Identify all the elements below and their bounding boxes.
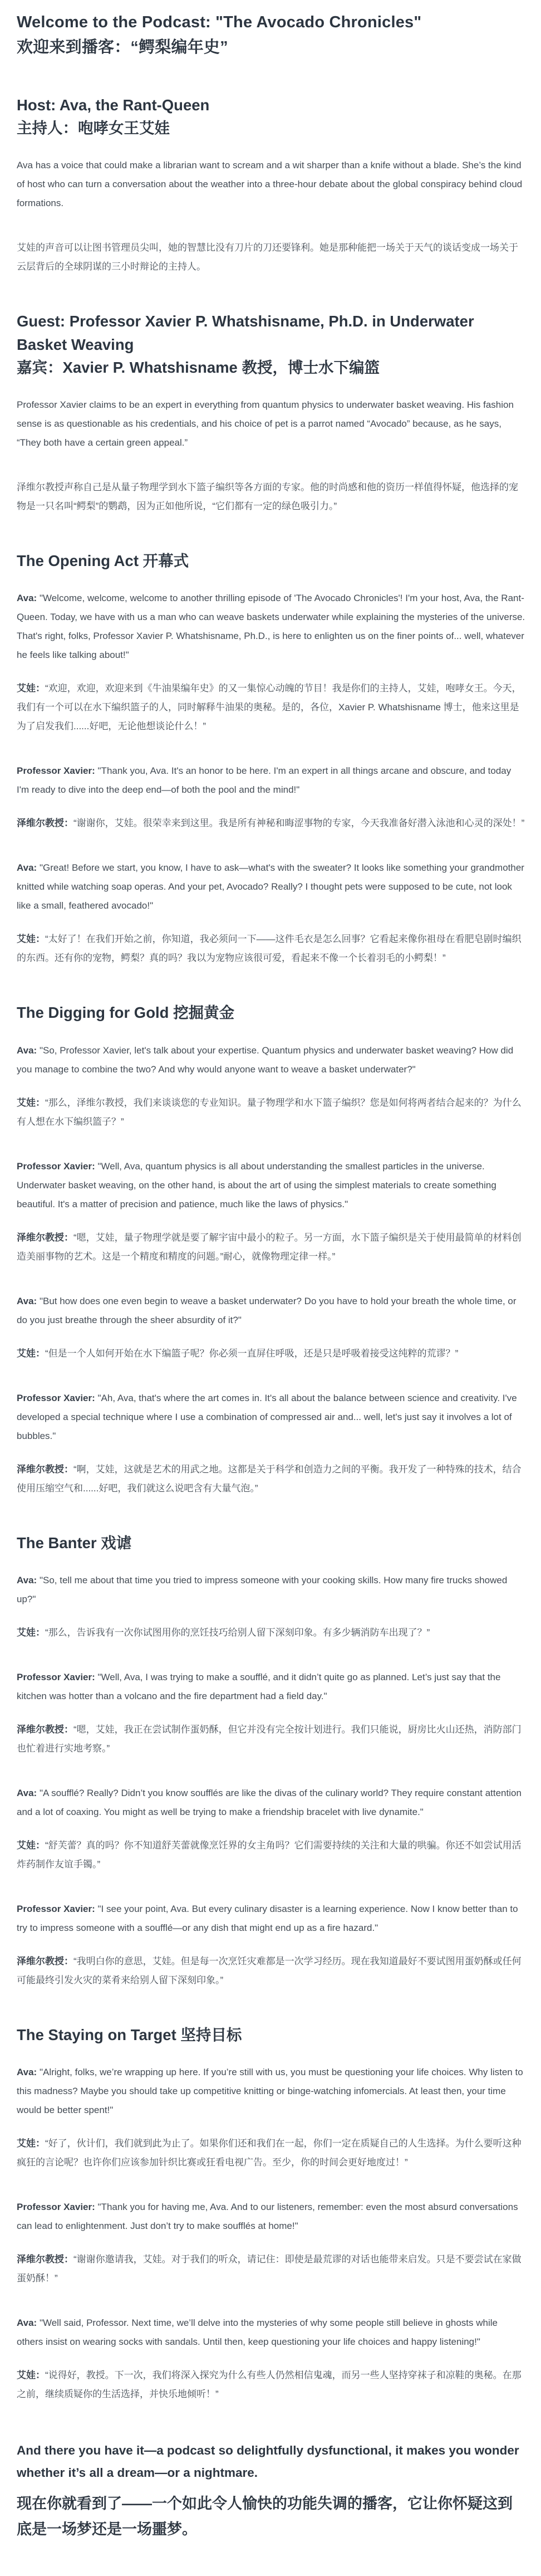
dialogue-paragraph <box>17 2134 525 2172</box>
dialogue-paragraph <box>17 1292 525 1330</box>
dialogue-turn <box>17 396 525 452</box>
section-staying-on-target <box>17 2023 525 2404</box>
section-banter <box>17 1531 525 1990</box>
dialogue-turn <box>17 1900 525 1990</box>
section-heading-host-line2: 主持人：咆哮女王艾娃 <box>17 119 170 137</box>
dialogue-text: Professor Xavier claims to be an expert in everything from quantum physics to underwater basket weaving. His fashion sense is as questionable as his credentials, and his choice of pet is a parrot named “Avocado” because, as he says, “They both have a certain green appeal.” <box>17 399 514 448</box>
outro-text-zh: 现在你就看到了——一个如此令人愉快的功能失调的播客，它让你怀疑这到底是一场梦还是一场噩梦。 <box>17 2495 513 2538</box>
dialogue-paragraph <box>17 2063 525 2120</box>
dialogue-paragraph <box>17 589 525 665</box>
speaker-label: 泽维尔教授： <box>17 818 73 829</box>
dialogue-text: Ava has a voice that could make a librarian want to scream and a wit sharper than a knife without a blade. She’s the kind of host who can turn a conversation about the weather into a three-hour debate about the global conspiracy behind cloud formations. <box>17 160 523 209</box>
dialogue-text: "Well said, Professor. Next time, we’ll delve into the mysteries of why some people still believe in ghosts while others insist on wearing socks with sandals. Until then, keep questioning your life choices and happy listening!" <box>17 2318 498 2348</box>
dialogue-text: “好了，伙计们，我们就到此为止了。如果你们还和我们在一起，你们一定在质疑自己的人生选择。为什么要听这种疯狂的言论呢？也许你们应该参加针织比赛或狂看电视广告。至少，你的时间会更好地度过！” <box>17 2138 522 2168</box>
dialogue-paragraph <box>17 1668 525 1706</box>
dialogue-paragraph <box>17 2314 525 2351</box>
dialogue-text: “但是一个人如何开始在水下编篮子呢？你必须一直屏住呼吸，还是只是呼吸着接受这纯粹的荒谬？” <box>45 1348 459 1359</box>
speaker-label: Professor Xavier: <box>17 2202 95 2213</box>
dialogue-turn <box>17 478 525 516</box>
speaker-label: Ava: <box>17 1787 37 1798</box>
speaker-label: 艾娃： <box>17 683 45 694</box>
dialogue-turn <box>17 1389 525 1498</box>
dialogue-paragraph <box>17 1228 525 1266</box>
dialogue-text: "A soufflé? Really? Didn’t you know soufflés are like the divas of the culinary world? They require constant attention and a lot of coaxing. You might as well be trying to make a friendship bracelet with live dynamite." <box>17 1787 522 1817</box>
speaker-label: 泽维尔教授： <box>17 1955 73 1967</box>
dialogue-paragraph <box>17 1784 525 1822</box>
dialogue-text: “那么，告诉我有一次你试图用你的烹饪技巧给别人留下深刻印象。有多少辆消防车出现了？” <box>45 1627 430 1638</box>
speaker-label: 艾娃： <box>17 1627 45 1638</box>
speaker-label: 泽维尔教授： <box>17 2254 73 2265</box>
dialogue-turn <box>17 238 525 276</box>
page-header <box>17 10 525 60</box>
section-guest <box>17 310 525 516</box>
dialogue-text: “舒芙蕾？真的吗？你不知道舒芙蕾就像烹饪界的女主角吗？它们需要持续的关注和大量的哄骗。你还不如尝试用活炸药制作友谊手镯。” <box>17 1840 522 1870</box>
outro-text-en: And there you have it—a podcast so delightfully dysfunctional, it makes you wonder whether it’s all a dream—or a nightmare. <box>17 2443 519 2480</box>
dialogue-paragraph <box>17 2198 525 2236</box>
dialogue-turn <box>17 1571 525 1642</box>
dialogue-text: "But how does one even begin to weave a basket underwater? Do you have to hold your breath the whole time, or do you just breathe through the sheer absurdity of it?" <box>17 1295 517 1325</box>
speaker-label: Ava: <box>17 862 37 874</box>
speaker-label: Ava: <box>17 1045 37 1056</box>
speaker-label: Ava: <box>17 2067 37 2078</box>
dialogue-text: “欢迎，欢迎，欢迎来到《牛油果编年史》的又一集惊心动魄的节目！我是你们的主持人，艾娃，咆哮女王。今天，我们有一个可以在水下编织篮子的人，同时解释牛油果的奥秘。是的，各位，Xavier P. Whatshisname 博士，他来这里是为了启发我们......好吧，无论他想谈论什么！” <box>17 683 522 732</box>
dialogue-turn <box>17 1784 525 1874</box>
speaker-label: 泽维尔教授： <box>17 1724 73 1735</box>
section-heading-staying-on-target: The Staying on Target 坚持目标 <box>17 2026 242 2043</box>
description-paragraph <box>17 478 525 516</box>
dialogue-turn <box>17 2198 525 2288</box>
section-host <box>17 94 525 277</box>
section-digging-for-gold <box>17 1001 525 1497</box>
dialogue-turn <box>17 1041 525 1131</box>
dialogue-paragraph <box>17 1344 525 1363</box>
speaker-label: 艾娃： <box>17 1097 45 1108</box>
page-title-zh: 欢迎来到播客：“鳄梨编年史” <box>17 38 228 56</box>
dialogue-text: “啊，艾娃，这就是艺术的用武之地。这都是关于科学和创造力之间的平衡。我开发了一种特殊的技术，结合使用压缩空气和......好吧，我们就这么说吧含有大量气泡。” <box>17 1463 522 1494</box>
dialogue-turn <box>17 2314 525 2404</box>
dialogue-text: 艾娃的声音可以让图书管理员尖叫，她的智慧比没有刀片的刀还要锋利。她是那种能把一场关于天气的谈话变成一场关于云层背后的全球阴谋的三小时辩论的主持人。 <box>17 242 518 272</box>
speaker-label: 艾娃： <box>17 1840 45 1851</box>
transcript-sections <box>17 94 525 2404</box>
section-heading-guest-line1: Guest: Professor Xavier P. Whatshisname, Ph.D. in Underwater Basket Weaving <box>17 313 474 353</box>
section-heading-digging-for-gold: The Digging for Gold 挖掘黄金 <box>17 1004 235 1022</box>
dialogue-paragraph <box>17 1623 525 1642</box>
description-paragraph <box>17 238 525 276</box>
speaker-label: Professor Xavier: <box>17 765 95 777</box>
dialogue-paragraph <box>17 814 525 833</box>
dialogue-turn <box>17 156 525 213</box>
speaker-label: 艾娃： <box>17 2138 45 2149</box>
dialogue-text: “那么，泽维尔教授，我们来谈谈您的专业知识。量子物理学和水下篮子编织？您是如何将两者结合起来的？为什么有人想在水下编织篮子？” <box>17 1097 522 1127</box>
dialogue-text: “嗯，艾娃，我正在尝试制作蛋奶酥，但它并没有完全按计划进行。我们只能说，厨房比火山还热，消防部门也忙着进行实地考察。” <box>17 1724 522 1754</box>
dialogue-text: “谢谢你邀请我，艾娃。对于我们的听众，请记住：即使是最荒谬的对话也能带来启发。只是不要尝试在家做蛋奶酥！” <box>17 2254 522 2284</box>
dialogue-turn <box>17 1668 525 1758</box>
dialogue-turn <box>17 1157 525 1266</box>
dialogue-text: "Welcome, welcome, welcome to another thrilling episode of 'The Avocado Chronicles'! I'm your host, Ava, the Rant-Queen. Today, we have with us a man who can weave baskets underwater while explaining the mysteries of the universe. That's right, folks, Professor Xavier P. Whatshisname, Ph.D., is here to enlighten us on the finer points of... well, whatever he feels like talking about!" <box>17 593 525 661</box>
speaker-label: Ava: <box>17 1295 37 1306</box>
speaker-label: Ava: <box>17 2318 37 2329</box>
dialogue-paragraph <box>17 1460 525 1498</box>
dialogue-paragraph <box>17 2366 525 2404</box>
dialogue-paragraph <box>17 1900 525 1938</box>
description-paragraph <box>17 396 525 452</box>
speaker-label: 艾娃： <box>17 1348 45 1359</box>
dialogue-text: "So, Professor Xavier, let's talk about your expertise. Quantum physics and underwater basket weaving? How did you manage to combine the two? And why would anyone want to weave a basket underwater?" <box>17 1045 514 1075</box>
speaker-label: 艾娃： <box>17 934 45 945</box>
dialogue-paragraph <box>17 930 525 968</box>
speaker-label: Professor Xavier: <box>17 1392 95 1403</box>
speaker-label: 艾娃： <box>17 2370 45 2381</box>
dialogue-paragraph <box>17 679 525 736</box>
speaker-label: Professor Xavier: <box>17 1903 95 1914</box>
speaker-label: Professor Xavier: <box>17 1671 95 1682</box>
dialogue-paragraph <box>17 1720 525 1758</box>
dialogue-text: 泽维尔教授声称自己是从量子物理学到水下篮子编织等各方面的专家。他的时尚感和他的资历一样值得怀疑，他选择的宠物是一只名叫“鳄梨”的鹦鹉，因为正如他所说，“它们都有一定的绿色吸引力。” <box>17 482 518 512</box>
description-paragraph <box>17 156 525 213</box>
dialogue-text: "Thank you, Ava. It's an honor to be here. I'm an expert in all things arcane and obscure, and today I'm ready to dive into the deep end—of both the pool and the mind!" <box>17 765 512 796</box>
dialogue-text: “我明白你的意思，艾娃。但是每一次烹饪灾难都是一次学习经历。现在我知道最好不要试图用蛋奶酥或任何可能最终引发火灾的菜肴来给别人留下深刻印象。” <box>17 1955 522 1985</box>
section-heading-opening-act: The Opening Act 开幕式 <box>17 552 189 570</box>
dialogue-text: "Well, Ava, I was trying to make a soufflé, and it didn’t quite go as planned. Let’s just say that the kitchen was hotter than a volcano and the fire department had a field day." <box>17 1671 501 1701</box>
dialogue-turn <box>17 858 525 968</box>
dialogue-text: "Thank you for having me, Ava. And to our listeners, remember: even the most absurd conversations can lead to enlightenment. Just don’t try to make soufflés at home!" <box>17 2202 518 2232</box>
section-heading-host-line1: Host: Ava, the Rant-Queen <box>17 96 210 114</box>
dialogue-turn <box>17 762 525 833</box>
dialogue-text: "So, tell me about that time you tried to impress someone with your cooking skills. How many fire trucks showed up?" <box>17 1574 508 1604</box>
speaker-label: 泽维尔教授： <box>17 1463 73 1475</box>
dialogue-paragraph <box>17 1094 525 1131</box>
dialogue-text: “太好了！在我们开始之前，你知道，我必须问一下——这件毛衣是怎么回事？它看起来像你祖母在看肥皂剧时编织的东西。还有你的宠物，鳄梨？真的吗？我以为宠物应该很可爱，看起来不像一个长着羽毛的小鳄梨！” <box>17 934 522 964</box>
section-heading-banter: The Banter 戏谑 <box>17 1534 132 1552</box>
dialogue-text: "I see your point, Ava. But every culinary disaster is a learning experience. Now I know better than to try to impress someone with a soufflé—or any dish that might end up as a fire hazard." <box>17 1903 518 1933</box>
dialogue-paragraph <box>17 1571 525 1609</box>
speaker-label: Professor Xavier: <box>17 1160 95 1172</box>
dialogue-text: “说得好，教授。下一次，我们将深入探究为什么有些人仍然相信鬼魂，而另一些人坚持穿袜子和凉鞋的奥秘。在那之前，继续质疑你的生活选择，并快乐地倾听！” <box>17 2370 522 2400</box>
dialogue-paragraph <box>17 1041 525 1079</box>
dialogue-text: "Well, Ava, quantum physics is all about understanding the smallest particles in the universe. Underwater basket weaving, on the other hand, is about the art of using the simplest materials to create something beautiful. It's a matter of precision and patience, much like the laws of physics." <box>17 1160 496 1209</box>
dialogue-paragraph <box>17 2250 525 2288</box>
speaker-label: Ava: <box>17 593 37 604</box>
dialogue-paragraph <box>17 858 525 915</box>
dialogue-text: “谢谢你，艾娃。很荣幸来到这里。我是所有神秘和晦涩事物的专家，今天我准备好潜入泳池和心灵的深处！” <box>73 818 525 829</box>
section-opening-act <box>17 549 525 968</box>
dialogue-text: "Alright, folks, we’re wrapping up here. If you’re still with us, you must be questioning your life choices. Why listen to this madness? Maybe you should take up competitive knitting or binge-watching infomercials. At least then, your time would be better spent!" <box>17 2067 523 2116</box>
outro <box>17 2440 525 2543</box>
dialogue-text: "Great! Before we start, you know, I have to ask—what's with the sweater? It looks like something your grandmother knitted while watching soap operas. And your pet, Avocado? Really? I thought pets were supposed to be cute, not look like a small, feathered avocado!" <box>17 862 524 911</box>
dialogue-paragraph <box>17 1389 525 1446</box>
speaker-label: Ava: <box>17 1574 37 1585</box>
section-heading-guest-line2: 嘉宾：Xavier P. Whatshisname 教授，博士水下编篮 <box>17 358 380 376</box>
dialogue-turn <box>17 1292 525 1363</box>
dialogue-text: "Ah, Ava, that's where the art comes in. It's all about the balance between science and creativity. I've developed a special technique where I use a combination of compressed air and... well, let's just say it involves a lot of bubbles." <box>17 1392 517 1441</box>
dialogue-paragraph <box>17 1836 525 1874</box>
dialogue-paragraph <box>17 1157 525 1214</box>
dialogue-turn <box>17 2063 525 2172</box>
dialogue-paragraph <box>17 1952 525 1990</box>
page-title-en: Welcome to the Podcast: "The Avocado Chronicles" <box>17 13 422 31</box>
dialogue-paragraph <box>17 762 525 799</box>
speaker-label: 泽维尔教授： <box>17 1232 73 1243</box>
dialogue-text: “嗯，艾娃，量子物理学就是要了解宇宙中最小的粒子。另一方面，水下篮子编织是关于使用最简单的材料创造美丽事物的艺术。这是一个精度和精度的问题。”耐心，就像物理定律一样。” <box>17 1232 522 1262</box>
dialogue-turn <box>17 589 525 736</box>
